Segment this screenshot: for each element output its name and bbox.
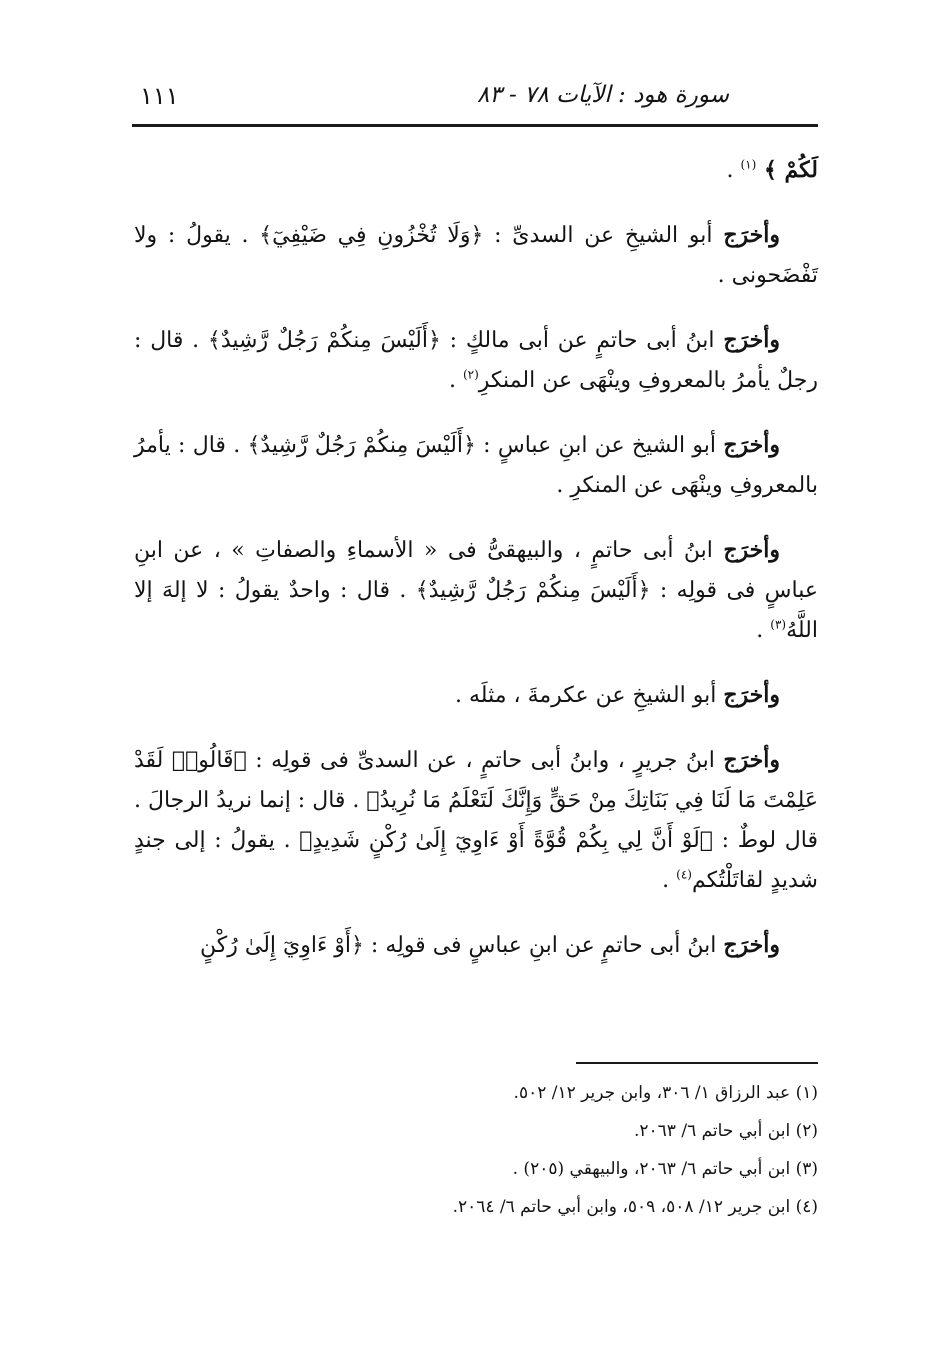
footnote-ref: (١) (740, 157, 757, 172)
header-divider (132, 124, 818, 127)
paragraph-text: أبو الشيخ عن ابنِ عباسٍ : ﴿أَلَيْسَ مِنكُمْ رَجُلٌ رَّشِيدٌ﴾ . قال : يأمرُ بالمعروفِ وينْهَى عن المنكرِ . (134, 433, 818, 498)
page-number: ١١١ (140, 82, 179, 110)
paragraph-lead: وأخرَج (723, 747, 780, 773)
footnotes (134, 1074, 818, 1226)
footnote-item: (٤) ابن جرير ١٢/ ٥٠٨، ٥٠٩، وابن أبي حاتم ٦/ ٢٠٦٤. (452, 1197, 818, 1217)
paragraph-lead: وأخرَج (723, 327, 780, 353)
paragraph (134, 425, 818, 506)
paragraph-text: ابنُ أبى حاتمٍ عن أبى مالكٍ : ﴿أَلَيْسَ مِنكُمْ رَجُلٌ رَّشِيدٌ﴾ . قال : رجلٌ يأمرُ بالمعروفِ وينْهَى عن المنكرِ (134, 328, 818, 393)
paragraph (134, 675, 818, 716)
quran-quote: لَكُمْ ﴾ (756, 157, 818, 183)
footnote-item: (٣) ابن أبي حاتم ٦/ ٢٠٦٣، والبيهقي (٢٠٥) . (512, 1159, 818, 1179)
paragraph-tail: . (756, 618, 771, 643)
paragraph (134, 740, 818, 901)
paragraph-continuation (134, 150, 818, 191)
paragraph-text: ابنُ أبى حاتمٍ عن ابنِ عباسٍ فى قولِه : ﴿أَوْ ءَاوِيٓ إِلَىٰ رُكْنٍ (200, 933, 724, 958)
paragraph-lead: وأخرَج (723, 932, 780, 958)
footnote-ref: (٤) (676, 867, 692, 882)
main-text (134, 150, 818, 990)
paragraph-tail: . (448, 368, 463, 393)
paragraph-tail: . (662, 868, 677, 893)
footnote-item: (٢) ابن أبي حاتم ٦/ ٢٠٦٣. (633, 1121, 818, 1141)
paragraph-lead: وأخرَج (723, 537, 780, 563)
footnote-divider (576, 1062, 818, 1064)
paragraph-lead: وأخرَج (723, 222, 780, 248)
paragraph-text: ابنُ أبى حاتمٍ ، والبيهقىُّ فى « الأسماءِ والصفاتِ » ، عن ابنِ عباسٍ فى قولِه : ﴿أَلَيْسَ مِنكُمْ رَجُلٌ رَّشِيدٌ﴾ . قال : واحدٌ يقولُ : لا إلهَ إلا اللَّهُ (134, 538, 818, 643)
paragraph-lead: وأخرَج (723, 682, 780, 708)
paragraph-tail: . (726, 158, 741, 183)
page-header (132, 80, 818, 124)
paragraph (134, 530, 818, 651)
paragraph (134, 320, 818, 401)
footnote-ref: (٣) (770, 617, 787, 632)
paragraph-lead: وأخرَج (723, 432, 780, 458)
paragraph-text: أبو الشيخِ عن عكرمةَ ، مثلَه . (455, 683, 724, 708)
paragraph-text: ابنُ جريرٍ ، وابنُ أبى حاتمٍ ، عن السدىِّ فى قولِه : ﴿قَالُوا۟ لَقَدْ عَلِمْتَ مَا لَنَا فِي بَنَاتِكَ مِنْ حَقٍّ وَإِنَّكَ لَتَعْلَمُ مَا نُرِيدُ﴾ . قال : إنما نريدُ الرجالَ . قال لوطٌ : ﴿لَوْ أَنَّ لِي بِكُمْ قُوَّةً أَوْ ءَاوِيٓ إِلَىٰ رُكْنٍ شَدِيدٍ﴾ . يقولُ : إلى جندٍ شديدٍ لقاتَلْتُكم (134, 748, 818, 893)
paragraph (134, 925, 818, 966)
footnote-ref: (٢) (462, 367, 479, 382)
paragraph-text: أبو الشيخِ عن السدىِّ : ﴿وَلَا تُخْزُونِ فِي ضَيْفِيٓ﴾ . يقولُ : ولا تَفْضَحونى . (134, 223, 818, 288)
footnote-item: (١) عبد الرزاق ١/ ٣٠٦، وابن جرير ١٢/ ٥٠٢. (513, 1083, 818, 1103)
paragraph (134, 215, 818, 296)
running-title: سورة هود : الآيات ٧٨ - ٨٣ (477, 82, 729, 108)
